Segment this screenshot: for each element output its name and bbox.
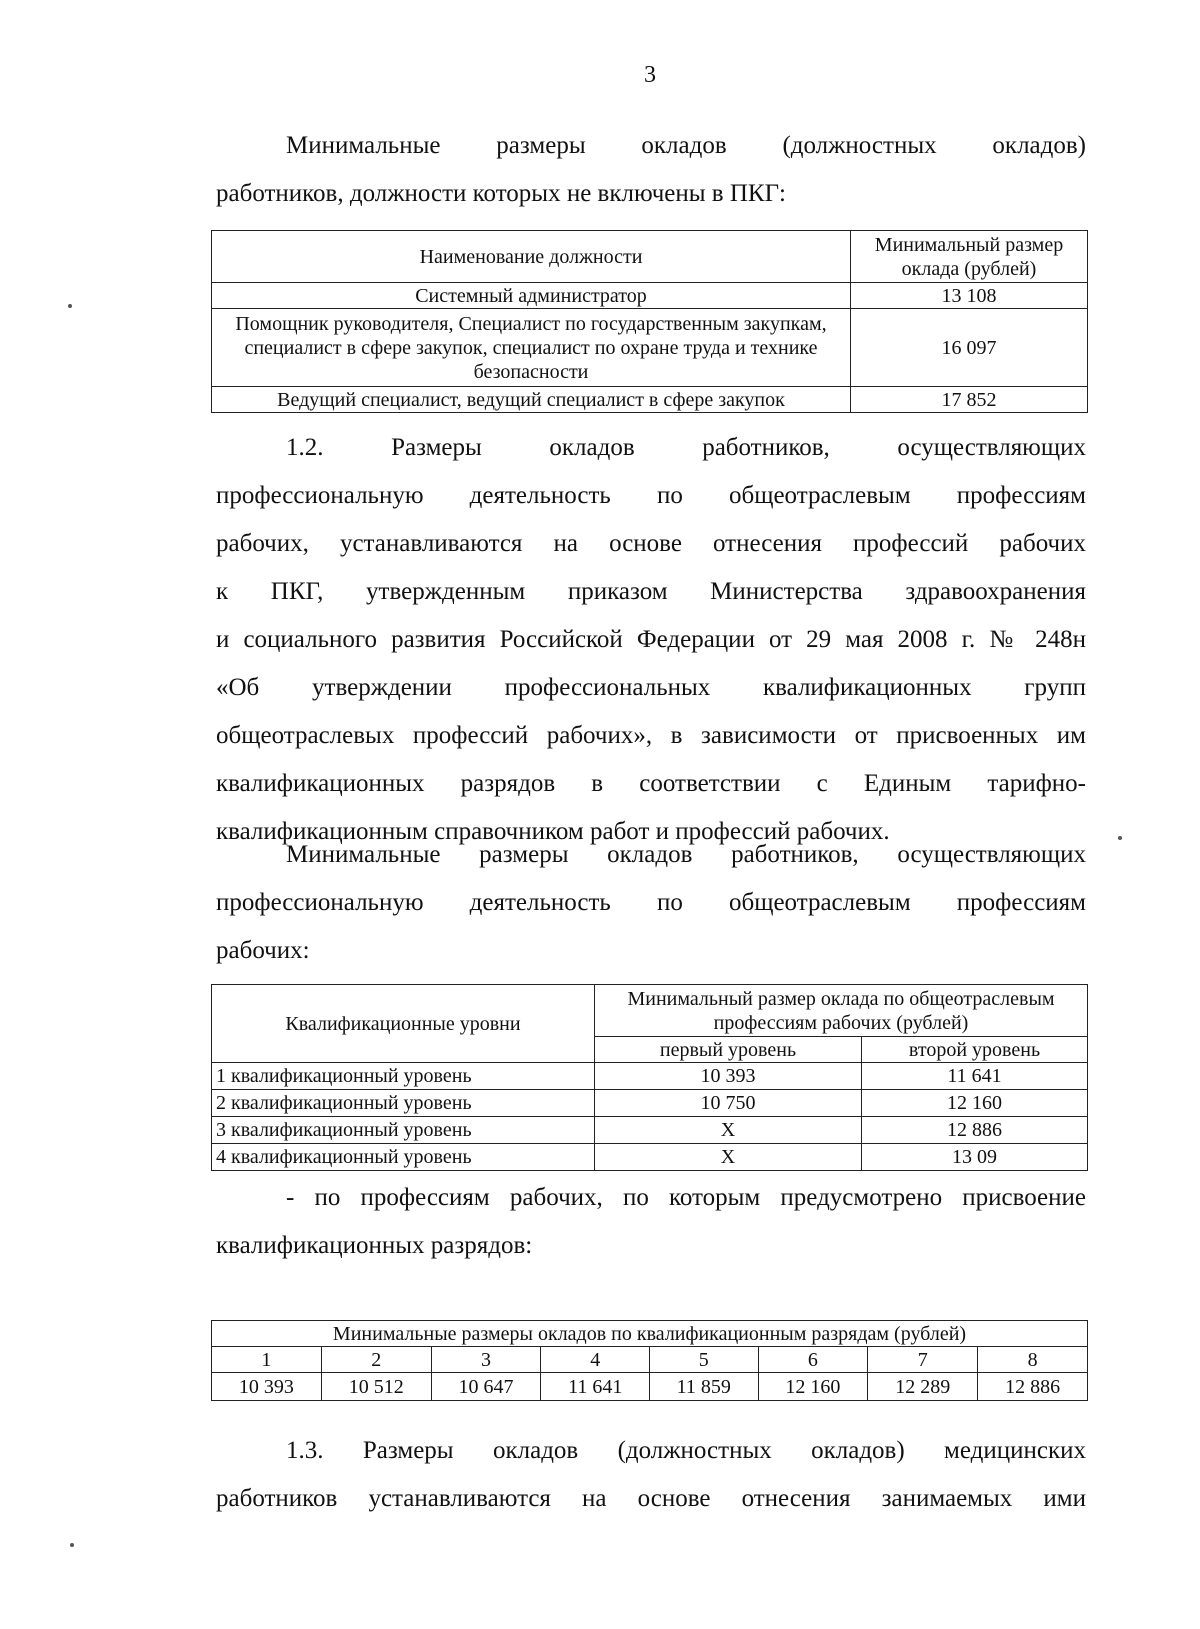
paragraph-section-1-3 [216,1427,1086,1523]
grade-number: 4 [541,1347,650,1373]
table-header-row [212,985,1088,1037]
table-row [212,1117,1088,1144]
paragraph-line: Минимальные размеры окладов (должностных окладов) [286,132,1086,159]
table-header-row [212,1321,1088,1347]
table-row [212,309,1088,387]
grade-salary: 11 859 [649,1373,758,1401]
paragraph-line: квалификационным справочником работ и профессий рабочих. [216,818,890,845]
scan-speck [68,304,72,308]
level-name: 2 квалификационный уровень [212,1090,595,1117]
grade-number: 2 [321,1347,431,1373]
table-row [212,1090,1088,1117]
qualification-levels-table [211,984,1088,1171]
paragraph-line: рабочих, устанавливаются на основе отнесения профессий рабочих [216,530,1086,557]
paragraph-line: общеотраслевых профессий рабочих», в зависимости от присвоенных им [216,722,1086,749]
paragraph-line: работников, должности которых не включены в ПКГ: [216,180,786,207]
paragraph-line: профессиональную деятельность по общеотраслевым профессиям [216,889,1086,916]
grade-salary: 10 647 [431,1373,541,1401]
column-header-group: Минимальный размер оклада по общеотраслевым профессиям рабочих (рублей) [595,985,1088,1037]
paragraph-line: квалификационных разрядов в соответствии с Единым тарифно- [216,770,1086,797]
salary-value: 17 852 [851,387,1088,413]
first-level-value: X [595,1144,862,1171]
second-level-value: 12 886 [862,1117,1088,1144]
page-number: 3 [644,62,656,88]
grade-number: 5 [649,1347,758,1373]
position-name: Ведущий специалист, ведущий специалист в сфере закупок [212,387,851,413]
paragraph-line: профессиональную деятельность по общеотраслевым профессиям [216,482,1086,509]
paragraph-line: квалификационных разрядов: [216,1232,533,1259]
table-header-row [212,231,1088,283]
level-name: 1 квалификационный уровень [212,1063,595,1090]
grade-number: 1 [212,1347,322,1373]
column-header-min-salary: Минимальный размер оклада (рублей) [851,231,1088,283]
grade-salary: 12 160 [758,1373,868,1401]
column-header-position: Наименование должности [212,231,851,283]
salary-value: 16 097 [851,309,1088,387]
grade-salary: 12 289 [868,1373,978,1401]
grade-number: 7 [868,1347,978,1373]
column-header-first-level: первый уровень [595,1037,862,1063]
grades-salary-table [211,1320,1088,1401]
grade-salary: 10 393 [212,1373,322,1401]
first-level-value: 10 750 [595,1090,862,1117]
paragraph-line: «Об утверждении профессиональных квалификационных групп [216,674,1086,701]
first-level-value: 10 393 [595,1063,862,1090]
paragraph-line: к ПКГ, утвержденным приказом Министерства здравоохранения [216,578,1086,605]
paragraph-grades-intro [216,1174,1086,1270]
paragraph-workers-intro [216,831,1086,975]
grade-number: 6 [758,1347,868,1373]
scan-speck [70,1543,74,1547]
paragraph-line: - по профессиям рабочих, по которым предусмотрено присвоение [286,1184,1086,1211]
paragraph-line: 1.2. Размеры окладов работников, осуществляющих [286,434,1086,461]
grade-number: 3 [431,1347,541,1373]
second-level-value: 12 160 [862,1090,1088,1117]
position-name: Системный администратор [212,283,851,309]
table-row [212,283,1088,309]
column-header-second-level: второй уровень [862,1037,1088,1063]
grade-number-row [212,1347,1088,1373]
positions-salary-table [211,230,1088,413]
table-row [212,387,1088,413]
level-name: 3 квалификационный уровень [212,1117,595,1144]
second-level-value: 11 641 [862,1063,1088,1090]
grade-number: 8 [978,1347,1088,1373]
paragraph-line: и социального развития Российской Федерации от 29 мая 2008 г. № 248н [216,626,1086,653]
grade-salary: 10 512 [321,1373,431,1401]
salary-value: 13 108 [851,283,1088,309]
grade-salary: 11 641 [541,1373,650,1401]
paragraph-min-salaries-intro [216,122,1086,218]
table-row [212,1063,1088,1090]
paragraph-line: 1.3. Размеры окладов (должностных окладов) медицинских [286,1437,1086,1464]
scan-speck [1118,836,1122,840]
level-name: 4 квалификационный уровень [212,1144,595,1171]
first-level-value: X [595,1117,862,1144]
paragraph-section-1-2 [216,424,1086,856]
second-level-value: 13 09 [862,1144,1088,1171]
paragraph-line: Минимальные размеры окладов работников, осуществляющих [286,841,1086,868]
table-title: Минимальные размеры окладов по квалификационным разрядам (рублей) [212,1321,1088,1347]
grade-salary: 12 886 [978,1373,1088,1401]
column-header-levels: Квалификационные уровни [212,985,595,1063]
paragraph-line: работников устанавливаются на основе отнесения занимаемых ими [216,1485,1086,1512]
position-name: Помощник руководителя, Специалист по государственным закупкам, специалист в сфере закупок, специалист по охране труда и технике безопасности [212,309,851,387]
paragraph-line: рабочих: [216,937,310,964]
grade-value-row [212,1373,1088,1401]
table-row [212,1144,1088,1171]
